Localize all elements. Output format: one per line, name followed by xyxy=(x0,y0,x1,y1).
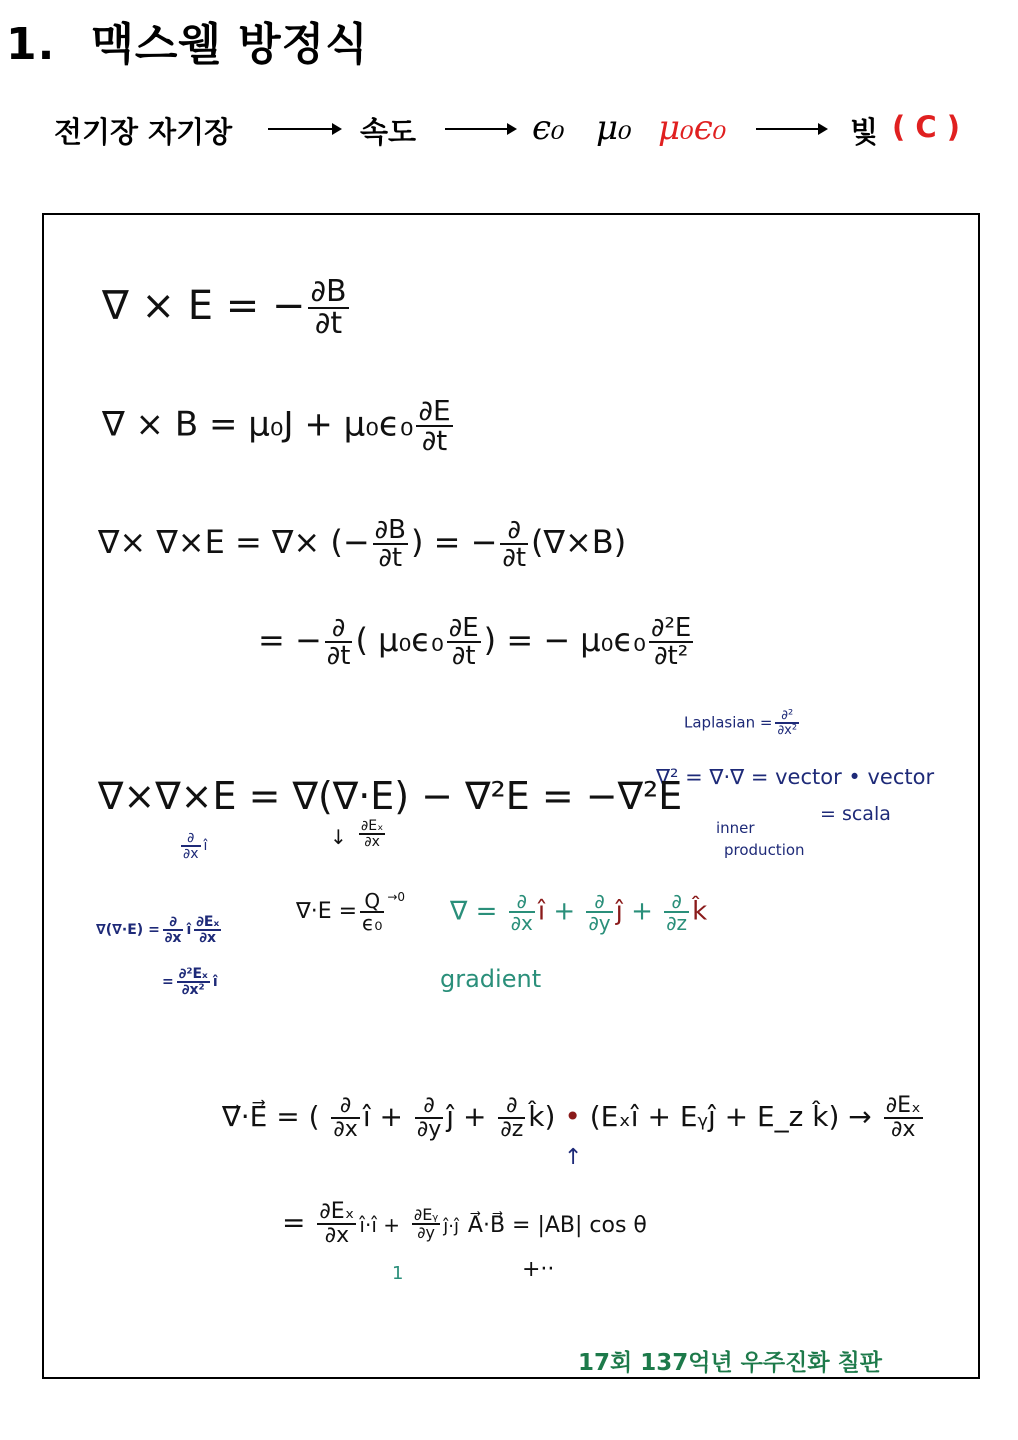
unit-vector-one: 1 xyxy=(392,1263,404,1284)
laplacian-note: Laplasian = $\frac{\text{∂²}}{\text{∂x²}}$ xyxy=(684,708,798,738)
faraday-law: ∇ × E = − $\frac{\partial B}{\partial t}$ xyxy=(102,274,347,341)
page-title xyxy=(6,8,369,72)
note-partial-x: $\frac{\partial}{\partial x}$ î xyxy=(183,830,208,862)
flow-speed: 속도 xyxy=(360,115,417,149)
grad-div-note: ∇(∇·E) = $\frac{\partial}{\partial x}$ î $\frac{\text{∂Eₓ}}{\partial x}$ xyxy=(96,914,220,946)
flow-eps0: ϵ₀ xyxy=(532,108,565,148)
lecture-caption: 17회 137억년 우주진화 칠판 xyxy=(578,1350,883,1376)
ampere-maxwell-law: ∇ × B = μ₀J + μ₀ϵ₀ $\frac{\partial E}{\partial t}$ xyxy=(102,394,451,457)
more-terms: +·· xyxy=(522,1257,555,1282)
concept-flow xyxy=(0,100,1018,160)
note-dex-dx: $\frac{\text{∂Eₓ}}{\partial x}$ xyxy=(361,818,384,850)
flow-mu0: μ₀ xyxy=(596,108,632,148)
whiteboard xyxy=(42,213,980,1379)
wave-equation-step: = − $\frac{\partial}{\partial t}$ ( μ₀ϵ₀ $\frac{\partial E}{\partial t}$ ) = − μ₀ϵ₀ $\frac{\text{∂²E}}{\text{∂t²}}$ xyxy=(258,613,692,671)
gradient-operator: ∇ = $\frac{\partial}{\partial x}$ î + $\frac{\partial}{\partial y}$ ĵ + $\frac{\partial}{\partial z}$ k̂ xyxy=(450,889,708,935)
divergence-result: = $\frac{\text{∂Eₓ}}{\partial x}$ î·î + $\frac{\text{∂Eᵧ}}{\partial y}$ ĵ·ĵ A⃗·B⃗ = |AB| cos θ xyxy=(282,1199,647,1248)
flow-fields: 전기장 자기장 xyxy=(54,115,233,149)
flow-arrow-1 xyxy=(268,128,340,130)
gradient-label: gradient xyxy=(440,965,542,993)
scala-note: = scala xyxy=(820,803,891,825)
inner-note: inner xyxy=(716,819,755,837)
title-text: 맥스웰 방정식 xyxy=(91,19,369,70)
dot-pointer-arrow: ↑ xyxy=(564,1145,583,1170)
note-down-arrow: ↓ xyxy=(330,825,347,849)
production-note: production xyxy=(724,841,805,859)
flow-arrow-3 xyxy=(756,128,826,130)
gauss-law: ∇·E = $\frac{Q}{\text{ϵ₀}}$ $^{\to 0}$ xyxy=(296,889,406,935)
flow-c: ( C ) xyxy=(892,110,960,144)
flow-mu0eps0: μ₀ϵ₀ xyxy=(658,108,727,148)
divergence-expansion: ∇⃗·E⃗ = ( $\frac{\partial}{\partial x}$ î + $\frac{\partial}{\partial y}$ ĵ + $\frac{\partial}{\partial z}$ k̂) • (Eₓî + Eᵧĵ + E_z k̂) → $\frac{\text{∂Eₓ}}{\partial x}$ xyxy=(222,1093,921,1142)
vector-identity: ∇×∇×E = ∇(∇·E) − ∇²E = −∇²E xyxy=(98,774,683,818)
title-number: 1. xyxy=(6,19,56,70)
laplacian-definition: ∇² = ∇·∇ = vector • vector xyxy=(656,765,935,789)
flow-light: 빛 xyxy=(850,115,879,149)
flow-arrow-2 xyxy=(445,128,515,130)
grad-div-note-2: = $\frac{\text{∂²Eₓ}}{\text{∂x²}}$ î xyxy=(162,966,218,998)
curl-curl-equation: ∇× ∇×E = ∇× (− $\frac{\partial B}{\partial t}$ ) = − $\frac{\partial}{\partial t}$ (∇×B) xyxy=(98,515,627,573)
